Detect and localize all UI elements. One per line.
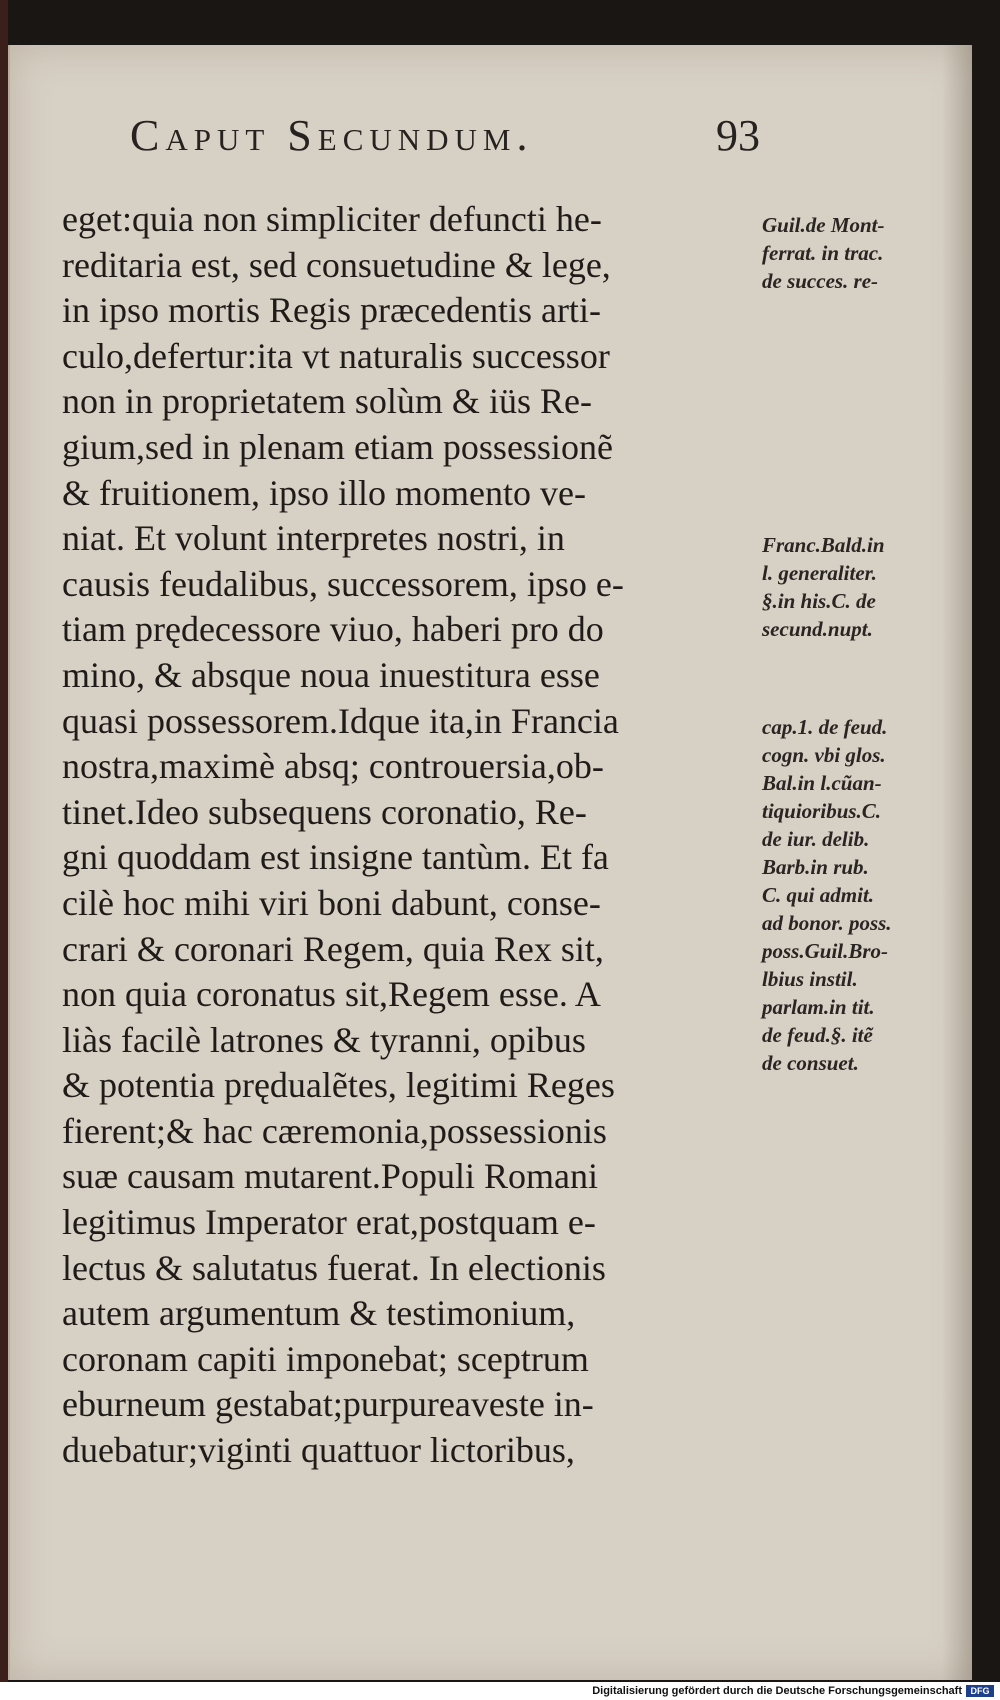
footer-bar [0, 1682, 1000, 1700]
page-edge [0, 0, 8, 1700]
text-line: tinet.Ideo subsequens coronatio, Re- [62, 791, 587, 832]
text-line: liàs facilè latrones & tyranni, opibus [62, 1019, 586, 1060]
marginal-note-line: l. generaliter. [762, 561, 877, 585]
marginal-note-line: secund.nupt. [762, 617, 873, 641]
running-title: Caput Secundum. [130, 111, 534, 160]
text-line: duebatur;viginti quattuor lictoribus, [62, 1430, 575, 1471]
text-line: nostra,maximè absq; controuersia,ob- [62, 746, 604, 787]
marginal-note-line: Bal.in l.cũan- [762, 771, 882, 795]
text-line: non in proprietatem solùm & iüs Re- [62, 381, 592, 422]
marginal-note-line: lbius instil. [762, 967, 858, 991]
running-head [130, 110, 760, 170]
text-line: cilè hoc mihi viri boni dabunt, conse- [62, 882, 601, 923]
marginal-note [762, 211, 885, 295]
marginal-note-line: Guil.de Mont- [762, 213, 885, 237]
text-line: legitimus Imperator erat,postquam e- [62, 1202, 596, 1243]
marginal-note-line: parlam.in tit. [762, 995, 875, 1019]
text-line: coronam capiti imponebat; sceptrum [62, 1338, 589, 1379]
text-line: lectus & salutatus fuerat. In electionis [62, 1247, 606, 1288]
marginal-note-line: §.in his.C. de [762, 589, 876, 613]
text-line: fierent;& hac cæremonia,possessionis [62, 1110, 607, 1151]
marginal-note [762, 531, 885, 643]
marginal-note-line: Barb.in rub. [762, 855, 869, 879]
text-line: gni quoddam est insigne tantùm. Et fa [62, 837, 609, 878]
text-line: suæ causam mutarent.Populi Romani [62, 1156, 598, 1197]
text-line: culo,defertur:ita vt naturalis successor [62, 335, 610, 376]
text-line: & potentia prędualẽtes, legitimi Reges [62, 1065, 615, 1106]
page-number: 93 [716, 111, 760, 160]
text-line: gium,sed in plenam etiam possessionẽ [62, 426, 613, 467]
text-line: eburneum gestabat;purpureaveste in- [62, 1384, 594, 1425]
marginal-note-line: C. qui admit. [762, 883, 875, 907]
text-line: mino, & absque noua inuestitura esse [62, 654, 600, 695]
marginal-note-line: de consuet. [762, 1051, 859, 1075]
marginal-note-line: de succes. re- [762, 269, 879, 293]
marginal-note-line: ad bonor. poss. [762, 911, 892, 935]
text-line: non quia coronatus sit,Regem esse. A [62, 974, 601, 1015]
text-line: in ipso mortis Regis præcedentis arti- [62, 290, 601, 331]
marginal-note-line: Franc.Bald.in [762, 533, 885, 557]
text-line: crari & coronari Regem, quia Rex sit, [62, 928, 604, 969]
marginal-note-line: tiquioribus.C. [762, 799, 882, 823]
text-line: niat. Et volunt interpretes nostri, in [62, 518, 565, 559]
marginal-note [762, 713, 892, 1077]
funding-credit: Digitalisierung gefördert durch die Deutsche Forschungsgemeinschaft [592, 1685, 962, 1697]
text-line: tiam prędecessore viuo, haberi pro do [62, 609, 604, 650]
marginal-note-line: de feud.§. itẽ [762, 1023, 873, 1047]
marginal-note-line: de iur. delib. [762, 827, 870, 851]
text-line: quasi possessorem.Idque ita,in Francia [62, 700, 619, 741]
text-line: eget:quia non simpliciter defuncti he- [62, 199, 602, 239]
marginal-note-line: poss.Guil.Bro- [762, 939, 889, 963]
text-line: autem argumentum & testimonium, [62, 1293, 576, 1334]
dfg-logo: DFG [966, 1685, 994, 1697]
marginal-note-line: ferrat. in trac. [762, 241, 884, 265]
book-page [8, 45, 972, 1680]
text-line: causis feudalibus, successorem, ipso e- [62, 563, 624, 604]
marginal-note-line: cogn. vbi glos. [762, 743, 886, 767]
marginal-note-line: cap.1. de feud. [762, 715, 888, 739]
text-line: & fruitionem, ipso illo momento ve- [62, 472, 586, 513]
body-text [62, 197, 752, 1474]
text-line: reditaria est, sed consuetudine & lege, [62, 244, 611, 285]
